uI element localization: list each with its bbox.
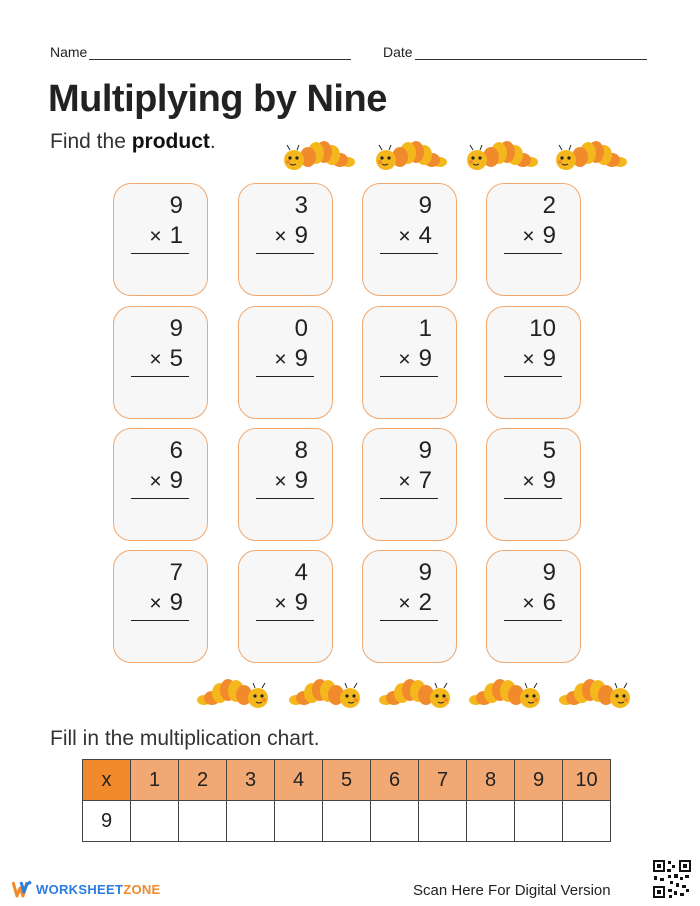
problem-top-number: 9 — [418, 192, 432, 219]
problem-top-number: 5 — [542, 437, 556, 464]
chart-header-cell: 2 — [179, 760, 227, 801]
problem-bottom-number: 9 — [542, 467, 556, 494]
problem-bottom-number: 2 — [418, 589, 432, 616]
times-sign: × — [274, 224, 287, 248]
problem-top-number: 6 — [169, 437, 183, 464]
chart-answer-cell[interactable] — [515, 801, 563, 842]
instruction-text — [50, 130, 216, 154]
caterpillar-icon — [552, 676, 634, 712]
worksheet-zone-logo[interactable] — [12, 880, 161, 898]
caterpillar-icon — [190, 676, 272, 712]
problem-card[interactable] — [238, 183, 333, 296]
answer-line — [380, 253, 438, 254]
name-field[interactable] — [50, 44, 351, 60]
problem-card[interactable] — [486, 428, 581, 541]
chart-answer-cell[interactable] — [275, 801, 323, 842]
problem-top-number: 0 — [294, 315, 308, 342]
problem-bottom-row — [398, 224, 432, 248]
times-sign: × — [398, 224, 411, 248]
problem-bottom-number: 9 — [542, 222, 556, 249]
problem-card[interactable] — [486, 183, 581, 296]
times-sign: × — [274, 347, 287, 371]
problem-bottom-row — [522, 224, 556, 248]
problem-bottom-number: 1 — [169, 222, 183, 249]
multiplication-chart — [82, 759, 611, 842]
answer-line — [131, 376, 189, 377]
problem-bottom-row — [522, 591, 556, 615]
chart-header-cell: 1 — [131, 760, 179, 801]
answer-line — [131, 253, 189, 254]
problem-card[interactable] — [113, 550, 208, 663]
answer-line — [380, 498, 438, 499]
problem-card[interactable] — [486, 306, 581, 419]
caterpillar-icon — [372, 676, 454, 712]
problem-bottom-row — [149, 347, 183, 371]
problem-bottom-number: 7 — [418, 467, 432, 494]
chart-header-cell: 5 — [323, 760, 371, 801]
answer-line — [256, 620, 314, 621]
answer-line — [504, 620, 562, 621]
problem-bottom-row — [398, 469, 432, 493]
caterpillar-icon — [462, 676, 544, 712]
answer-line — [504, 376, 562, 377]
times-sign: × — [149, 347, 162, 371]
problem-top-number: 7 — [169, 559, 183, 586]
scan-text: Scan Here For Digital Version — [413, 882, 611, 899]
answer-line — [504, 498, 562, 499]
problem-card[interactable] — [362, 306, 457, 419]
chart-answer-row — [83, 801, 611, 842]
problem-card[interactable] — [113, 306, 208, 419]
chart-answer-cell[interactable] — [563, 801, 611, 842]
chart-answer-cell[interactable] — [323, 801, 371, 842]
chart-answer-cell[interactable] — [179, 801, 227, 842]
problem-top-number: 1 — [418, 315, 432, 342]
problem-top-number: 9 — [169, 315, 183, 342]
chart-header-cell: 3 — [227, 760, 275, 801]
problem-bottom-number: 9 — [542, 345, 556, 372]
problem-card[interactable] — [238, 550, 333, 663]
problem-top-number: 9 — [418, 559, 432, 586]
problem-top-number: 10 — [529, 315, 556, 342]
problem-bottom-row — [149, 469, 183, 493]
answer-line — [256, 376, 314, 377]
chart-header-row — [83, 760, 611, 801]
chart-header-cell: 8 — [467, 760, 515, 801]
page-title: Multiplying by Nine — [48, 78, 387, 120]
answer-line — [504, 253, 562, 254]
problem-card[interactable] — [362, 183, 457, 296]
chart-answer-cell[interactable] — [419, 801, 467, 842]
chart-answer-cell[interactable] — [371, 801, 419, 842]
problem-bottom-number: 4 — [418, 222, 432, 249]
times-sign: × — [522, 347, 535, 371]
instruction-suffix: . — [209, 130, 216, 153]
answer-line — [131, 620, 189, 621]
problem-bottom-row — [274, 469, 308, 493]
problem-bottom-row — [398, 591, 432, 615]
answer-line — [380, 376, 438, 377]
problem-card[interactable] — [362, 550, 457, 663]
problem-bottom-row — [149, 591, 183, 615]
worksheet-zone-logo-icon — [12, 880, 32, 898]
chart-row-label: 9 — [83, 801, 131, 842]
problem-bottom-row — [522, 347, 556, 371]
times-sign: × — [398, 469, 411, 493]
problem-bottom-row — [522, 469, 556, 493]
brand-part-b: ZONE — [123, 881, 161, 897]
chart-header-cell: 4 — [275, 760, 323, 801]
times-sign: × — [149, 591, 162, 615]
problem-bottom-number: 9 — [169, 589, 183, 616]
problem-bottom-row — [274, 224, 308, 248]
chart-header-cell: 7 — [419, 760, 467, 801]
problem-bottom-row — [398, 347, 432, 371]
problem-card[interactable] — [238, 428, 333, 541]
instruction-prefix: Find the — [50, 130, 132, 153]
chart-instruction: Fill in the multiplication chart. — [50, 727, 320, 750]
problem-top-number: 9 — [542, 559, 556, 586]
problem-top-number: 2 — [542, 192, 556, 219]
brand-name — [36, 882, 161, 897]
caterpillar-icon — [282, 676, 364, 712]
problem-card[interactable] — [238, 306, 333, 419]
chart-answer-cell[interactable] — [131, 801, 179, 842]
times-sign: × — [522, 591, 535, 615]
caterpillar-icon — [280, 138, 362, 174]
problem-card[interactable] — [113, 183, 208, 296]
times-sign: × — [274, 591, 287, 615]
times-sign: × — [522, 469, 535, 493]
times-sign: × — [149, 224, 162, 248]
problem-card[interactable] — [486, 550, 581, 663]
problem-bottom-number: 9 — [418, 345, 432, 372]
date-field[interactable] — [383, 44, 647, 60]
problem-bottom-number: 9 — [294, 467, 308, 494]
times-sign: × — [149, 469, 162, 493]
answer-line — [131, 498, 189, 499]
problem-bottom-number: 9 — [294, 589, 308, 616]
answer-line — [256, 253, 314, 254]
answer-line — [380, 620, 438, 621]
problem-bottom-number: 6 — [542, 589, 556, 616]
problem-bottom-number: 9 — [294, 345, 308, 372]
chart-header-cell: 9 — [515, 760, 563, 801]
problem-card[interactable] — [113, 428, 208, 541]
instruction-bold: product — [131, 130, 210, 153]
chart-header-cell: 10 — [563, 760, 611, 801]
problem-bottom-number: 9 — [169, 467, 183, 494]
problem-bottom-row — [274, 347, 308, 371]
times-sign: × — [274, 469, 287, 493]
problem-top-number: 4 — [294, 559, 308, 586]
caterpillar-icon — [463, 138, 545, 174]
times-sign: × — [398, 347, 411, 371]
problem-bottom-number: 5 — [169, 345, 183, 372]
chart-header-cell: 6 — [371, 760, 419, 801]
times-sign: × — [398, 591, 411, 615]
caterpillar-icon — [372, 138, 454, 174]
name-label: Name — [50, 44, 88, 60]
brand-part-a: WORKSHEET — [36, 881, 124, 897]
problem-top-number: 9 — [418, 437, 432, 464]
problem-bottom-row — [149, 224, 183, 248]
problem-bottom-number: 9 — [294, 222, 308, 249]
name-line[interactable] — [89, 46, 351, 60]
problem-bottom-row — [274, 591, 308, 615]
problem-top-number: 3 — [294, 192, 308, 219]
problem-top-number: 9 — [169, 192, 183, 219]
chart-answer-cell[interactable] — [467, 801, 515, 842]
answer-line — [256, 498, 314, 499]
problem-top-number: 8 — [294, 437, 308, 464]
times-sign: × — [522, 224, 535, 248]
date-line[interactable] — [415, 46, 647, 60]
qr-code-icon[interactable] — [652, 859, 692, 899]
date-label: Date — [383, 44, 413, 60]
caterpillar-icon — [552, 138, 634, 174]
problem-card[interactable] — [362, 428, 457, 541]
chart-answer-cell[interactable] — [227, 801, 275, 842]
chart-corner-cell: x — [83, 760, 131, 801]
